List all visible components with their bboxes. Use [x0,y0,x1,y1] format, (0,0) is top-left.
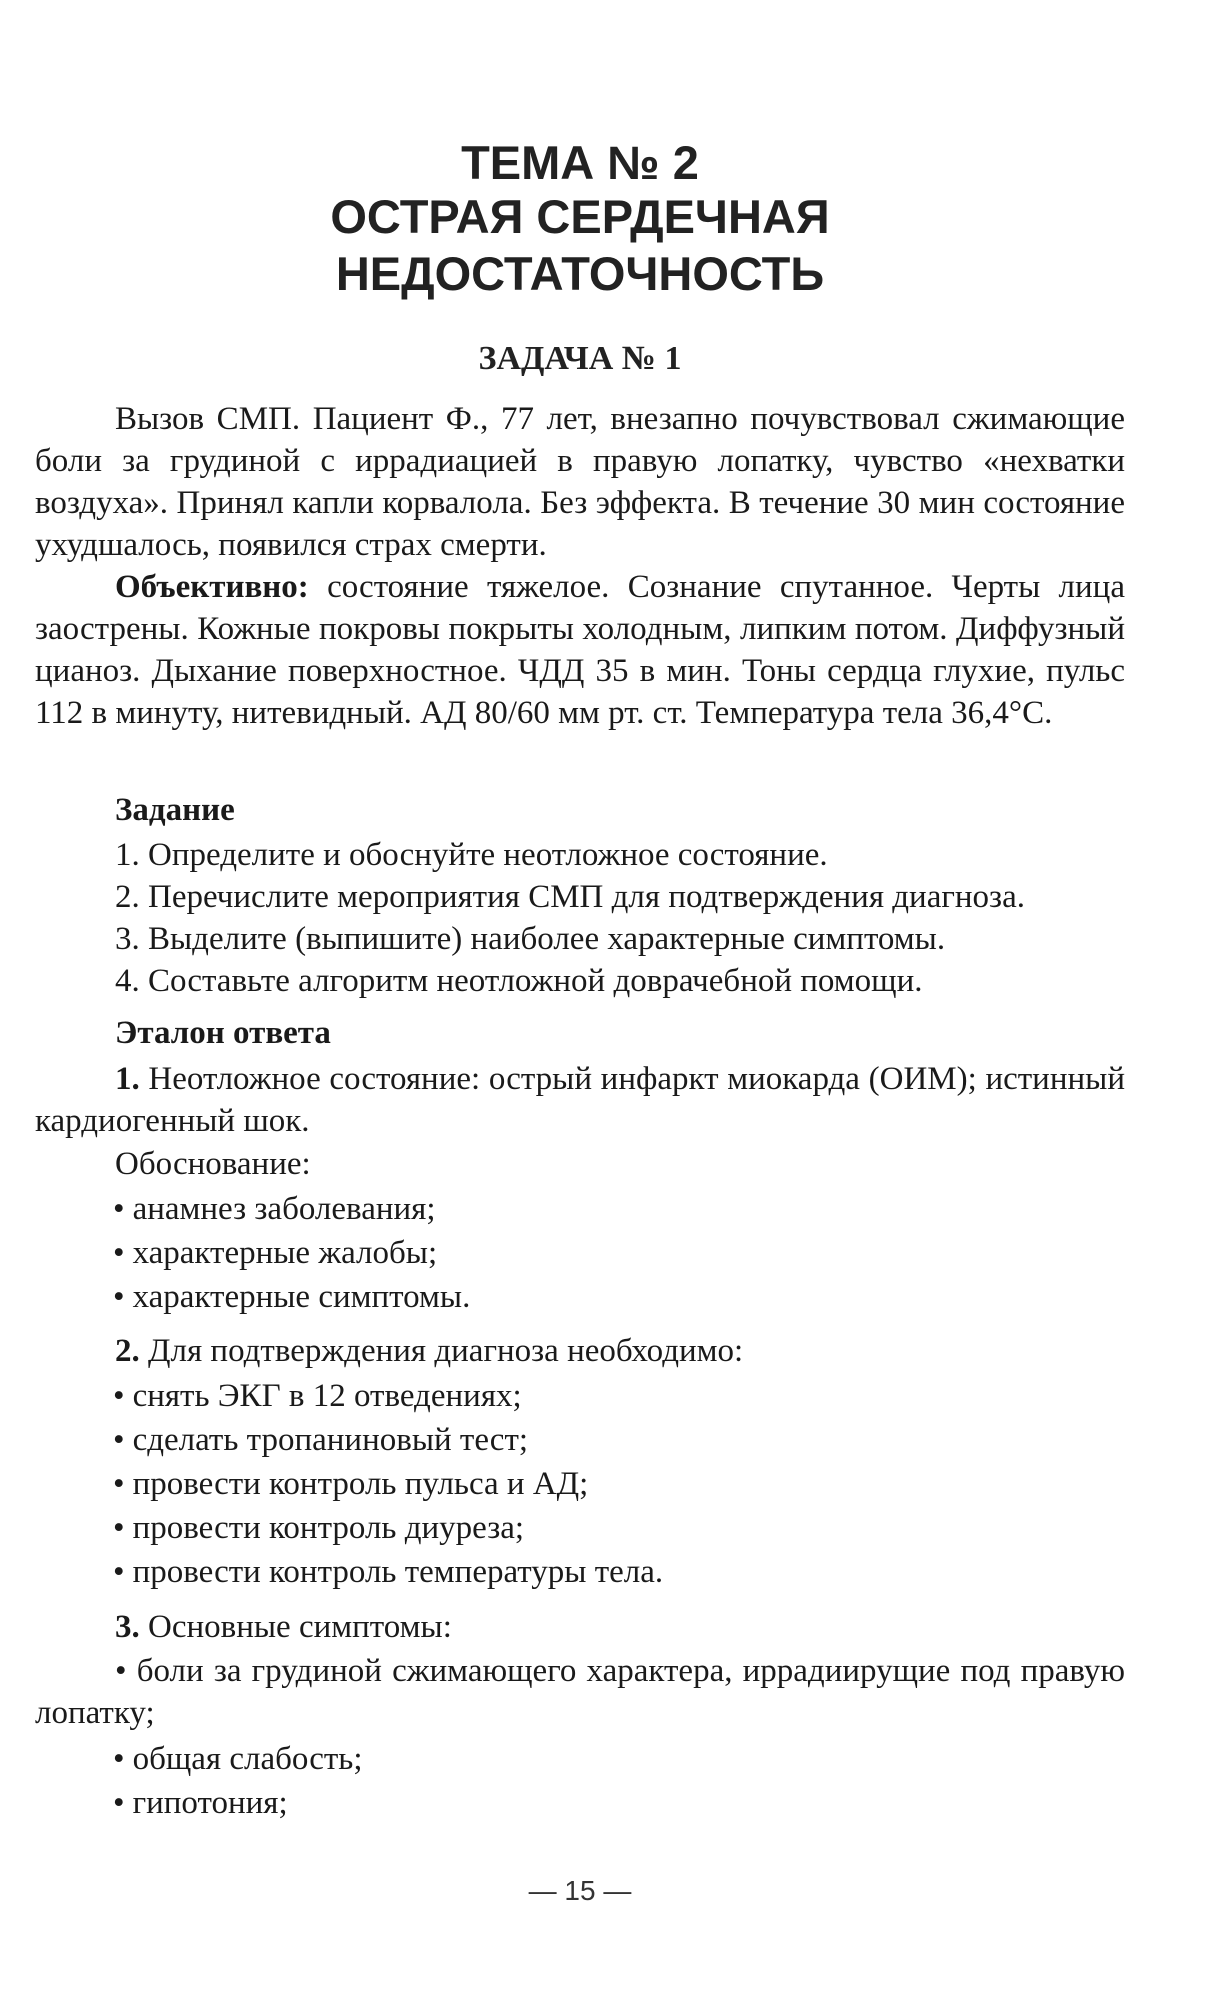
answer-point-1-paragraph [35,1058,1125,1142]
list-item: • снять ЭКГ в 12 отведениях; [113,1374,1125,1418]
list-item: • гипотония; [113,1781,1125,1825]
assignment-item: 4. Составьте алгоритм неотложной доврачебной помощи. [115,963,923,999]
answer-point-1 [35,1058,1125,1142]
list-item: • характерные жалобы; [113,1231,1125,1275]
topic-number: ТЕМА № 2 [461,136,699,189]
objective-text: состояние тяжелое. Сознание спутанное. Черты лица заострены. Кожные покровы покрыты холодным, липким потом. Диффузный цианоз. Дыхание поверхностное. ЧДД 35 в мин. Тоны сердца глухие, пульс 112 в минуту, нитевидный. АД 80/60 мм рт. ст. Температура тела 36,4°С. [35,569,1125,731]
list-item: • провести контроль диуреза; [113,1506,1125,1550]
symptom-text: боли за грудиной сжимающего характера, иррадиирущие под правую лопатку; [35,1653,1125,1731]
justification-label: Обоснование: [115,1146,311,1182]
list-item: • боли за грудиной сжимающего характера, иррадиирущие под правую лопатку; [35,1653,1125,1731]
point-3-text: Основные симптомы: [139,1609,452,1645]
case-description [35,398,1125,734]
point-2-number: 2. [115,1333,140,1369]
point-2-text: Для подтверждения диагноза необходимо: [139,1333,744,1369]
objective-label: Объективно: [115,569,309,605]
list-item: • провести контроль пульса и АД; [113,1462,1125,1506]
topic-title-line-2: НЕДОСТАТОЧНОСТЬ [335,247,825,300]
list-item: • анамнез заболевания; [113,1187,1125,1231]
assignment-heading: Задание [115,792,235,828]
point-3-number: 3. [115,1609,140,1645]
list-item: • провести контроль температуры тела. [113,1550,1125,1594]
assignment-item: 2. Перечислите мероприятия СМП для подтверждения диагноза. [115,879,1025,915]
list-item: • сделать тропаниновый тест; [113,1418,1125,1462]
task-title: ЗАДАЧА № 1 [478,340,682,377]
point-1-text: Неотложное состояние: острый инфаркт миокарда (ОИМ); истинный кардиогенный шок. [35,1061,1125,1139]
assignment-item: 3. Выделите (выпишите) наиболее характерные симптомы. [115,921,946,957]
answer-point-3 [115,1606,452,1648]
justification-list [113,1187,1125,1319]
answer-heading: Эталон ответа [115,1015,331,1051]
assignment-list [115,834,1125,1002]
list-item: • общая слабость; [113,1737,1125,1781]
answer-point-2 [115,1330,743,1372]
list-item: • характерные симптомы. [113,1275,1125,1319]
assignment-item: 1. Определите и обоснуйте неотложное состояние. [115,837,828,873]
topic-title-line-1: ОСТРАЯ СЕРДЕЧНАЯ [330,190,830,243]
diagnostics-list [113,1374,1125,1594]
point-1-number: 1. [115,1061,140,1097]
symptoms-list [113,1737,1125,1825]
page-number: — 15 — [528,1875,632,1906]
symptom-item-1 [35,1650,1125,1734]
objective-paragraph [35,566,1125,734]
case-paragraph: Вызов СМП. Пациент Ф., 77 лет, внезапно почувствовал сжимающие боли за грудиной с иррадиацией в правую лопатку, чувство «нехватки воздуха». Принял капли корвалола. Без эффекта. В течение 30 мин состояние ухудшалось, появился страх смерти. [35,401,1125,563]
